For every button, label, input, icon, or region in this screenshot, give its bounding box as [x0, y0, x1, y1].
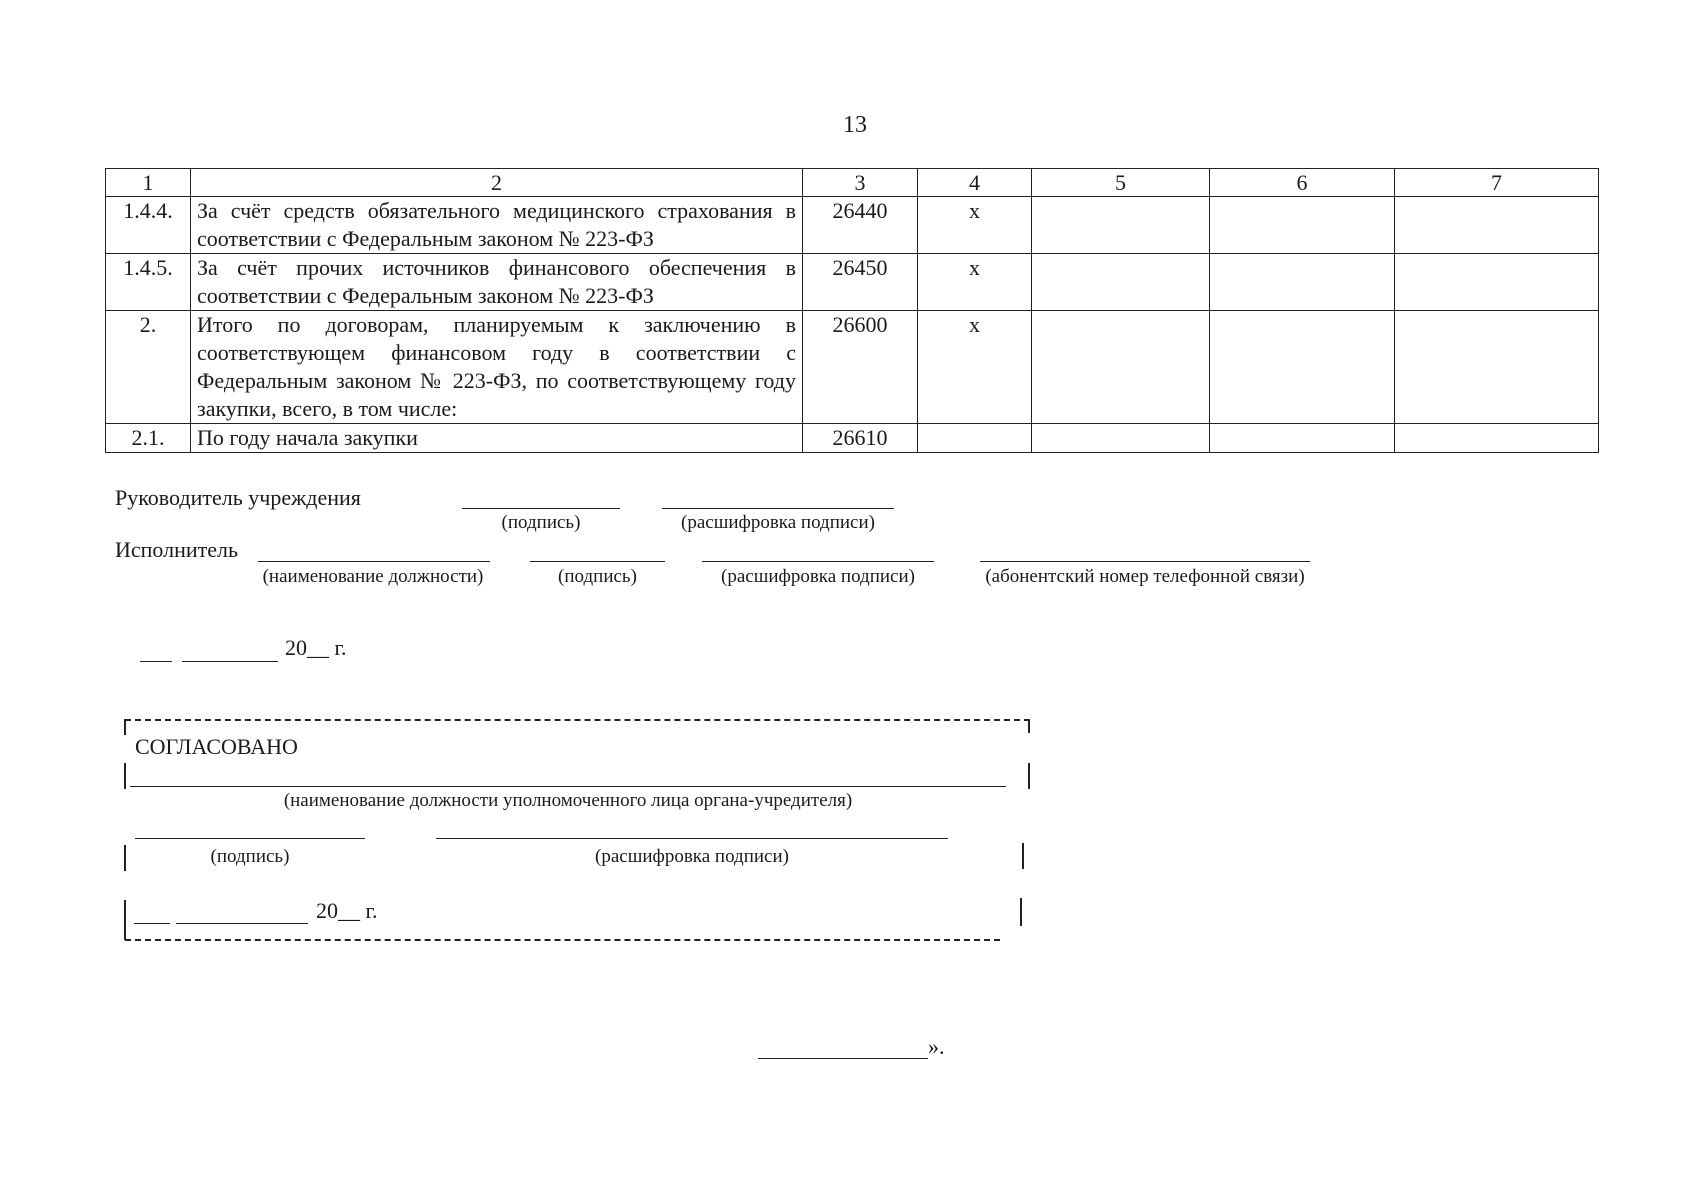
row-code: 26600 [803, 311, 918, 424]
row-cell-7 [1395, 424, 1599, 453]
approval-box-left-border [124, 900, 126, 940]
row-cell-4: х [918, 254, 1032, 311]
head-label: Руководитель учреждения [115, 485, 361, 510]
exec-phone-line[interactable] [980, 561, 1310, 562]
page-number: 13 [843, 112, 867, 138]
head-decode-caption: (расшифровка подписи) [681, 512, 875, 533]
row-description: За счёт средств обязательного медицинского страхования в соответствии с Федеральным законом № 223-ФЗ [191, 197, 803, 254]
row-number: 1.4.4. [106, 197, 191, 254]
approval-date-month-line[interactable] [176, 923, 308, 924]
row-cell-5 [1032, 254, 1210, 311]
row-number: 1.4.5. [106, 254, 191, 311]
approval-date-day-line[interactable] [134, 923, 170, 924]
closing-mark: ». [928, 1034, 945, 1059]
table-row [106, 424, 1599, 453]
approval-sign-caption: (подпись) [210, 846, 290, 867]
row-description: За счёт прочих источников финансового обеспечения в соответствии с Федеральным законом № 223-ФЗ [191, 254, 803, 311]
approval-box-right-border [1028, 719, 1030, 733]
header-cell: 2 [191, 169, 803, 197]
approval-box-top-border [125, 719, 1030, 721]
approval-box-right-border [1020, 898, 1022, 926]
approval-box-left-border [124, 719, 126, 735]
head-signature-line[interactable] [462, 508, 620, 509]
row-code: 26610 [803, 424, 918, 453]
exec-position-line[interactable] [258, 561, 490, 562]
header-cell: 5 [1032, 169, 1210, 197]
approval-box-bottom-border [125, 939, 1000, 941]
exec-phone-caption: (абонентский номер телефонной связи) [985, 566, 1305, 587]
header-cell: 6 [1210, 169, 1395, 197]
row-description: По году начала закупки [191, 424, 803, 453]
header-cell: 4 [918, 169, 1032, 197]
row-cell-7 [1395, 197, 1599, 254]
date-month-line[interactable] [182, 661, 278, 662]
approval-position-line[interactable] [130, 786, 1006, 787]
exec-signature-line[interactable] [530, 561, 665, 562]
header-cell: 1 [106, 169, 191, 197]
approval-decode-caption: (расшифровка подписи) [595, 846, 789, 867]
head-sign-caption: (подпись) [501, 512, 581, 533]
approval-box-left-border [124, 845, 126, 871]
row-number: 2. [106, 311, 191, 424]
row-cell-6 [1210, 254, 1395, 311]
table-header-row [106, 169, 1599, 197]
row-cell-5 [1032, 197, 1210, 254]
exec-position-caption: (наименование должности) [262, 566, 484, 587]
row-cell-7 [1395, 311, 1599, 424]
exec-decode-line[interactable] [702, 561, 934, 562]
row-cell-4 [918, 424, 1032, 453]
row-cell-4: х [918, 311, 1032, 424]
header-cell: 3 [803, 169, 918, 197]
table-row [106, 254, 1599, 311]
date-day-line[interactable] [140, 661, 172, 662]
row-cell-6 [1210, 311, 1395, 424]
table-row [106, 311, 1599, 424]
row-code: 26440 [803, 197, 918, 254]
exec-decode-caption: (расшифровка подписи) [721, 566, 915, 587]
row-cell-4: х [918, 197, 1032, 254]
table-row [106, 197, 1599, 254]
row-cell-7 [1395, 254, 1599, 311]
closing-line[interactable] [758, 1058, 928, 1059]
row-cell-6 [1210, 424, 1395, 453]
date-year-text: 20__ г. [285, 635, 347, 660]
exec-sign-caption: (подпись) [558, 566, 637, 587]
approval-title: СОГЛАСОВАНО [135, 734, 298, 759]
row-number: 2.1. [106, 424, 191, 453]
approval-decode-line[interactable] [436, 838, 948, 839]
approval-box-left-border [124, 763, 126, 789]
executor-label: Исполнитель [115, 537, 239, 562]
approval-signature-line[interactable] [135, 838, 365, 839]
row-description: Итого по договорам, планируемым к заключению в соответствующем финансовом году в соответствии с Федеральным законом № 223-ФЗ, по соответствующему году закупки, всего, в том числе: [191, 311, 803, 424]
procurement-table [105, 168, 1599, 453]
approval-box-right-border [1028, 763, 1030, 789]
approval-box-right-border [1022, 843, 1024, 869]
approval-date-year-text: 20__ г. [316, 898, 378, 923]
header-cell: 7 [1395, 169, 1599, 197]
approval-position-caption: (наименование должности уполномоченного лица органа-учредителя) [283, 790, 853, 811]
row-cell-5 [1032, 424, 1210, 453]
row-cell-6 [1210, 197, 1395, 254]
row-cell-5 [1032, 311, 1210, 424]
row-code: 26450 [803, 254, 918, 311]
head-decode-line[interactable] [662, 508, 894, 509]
